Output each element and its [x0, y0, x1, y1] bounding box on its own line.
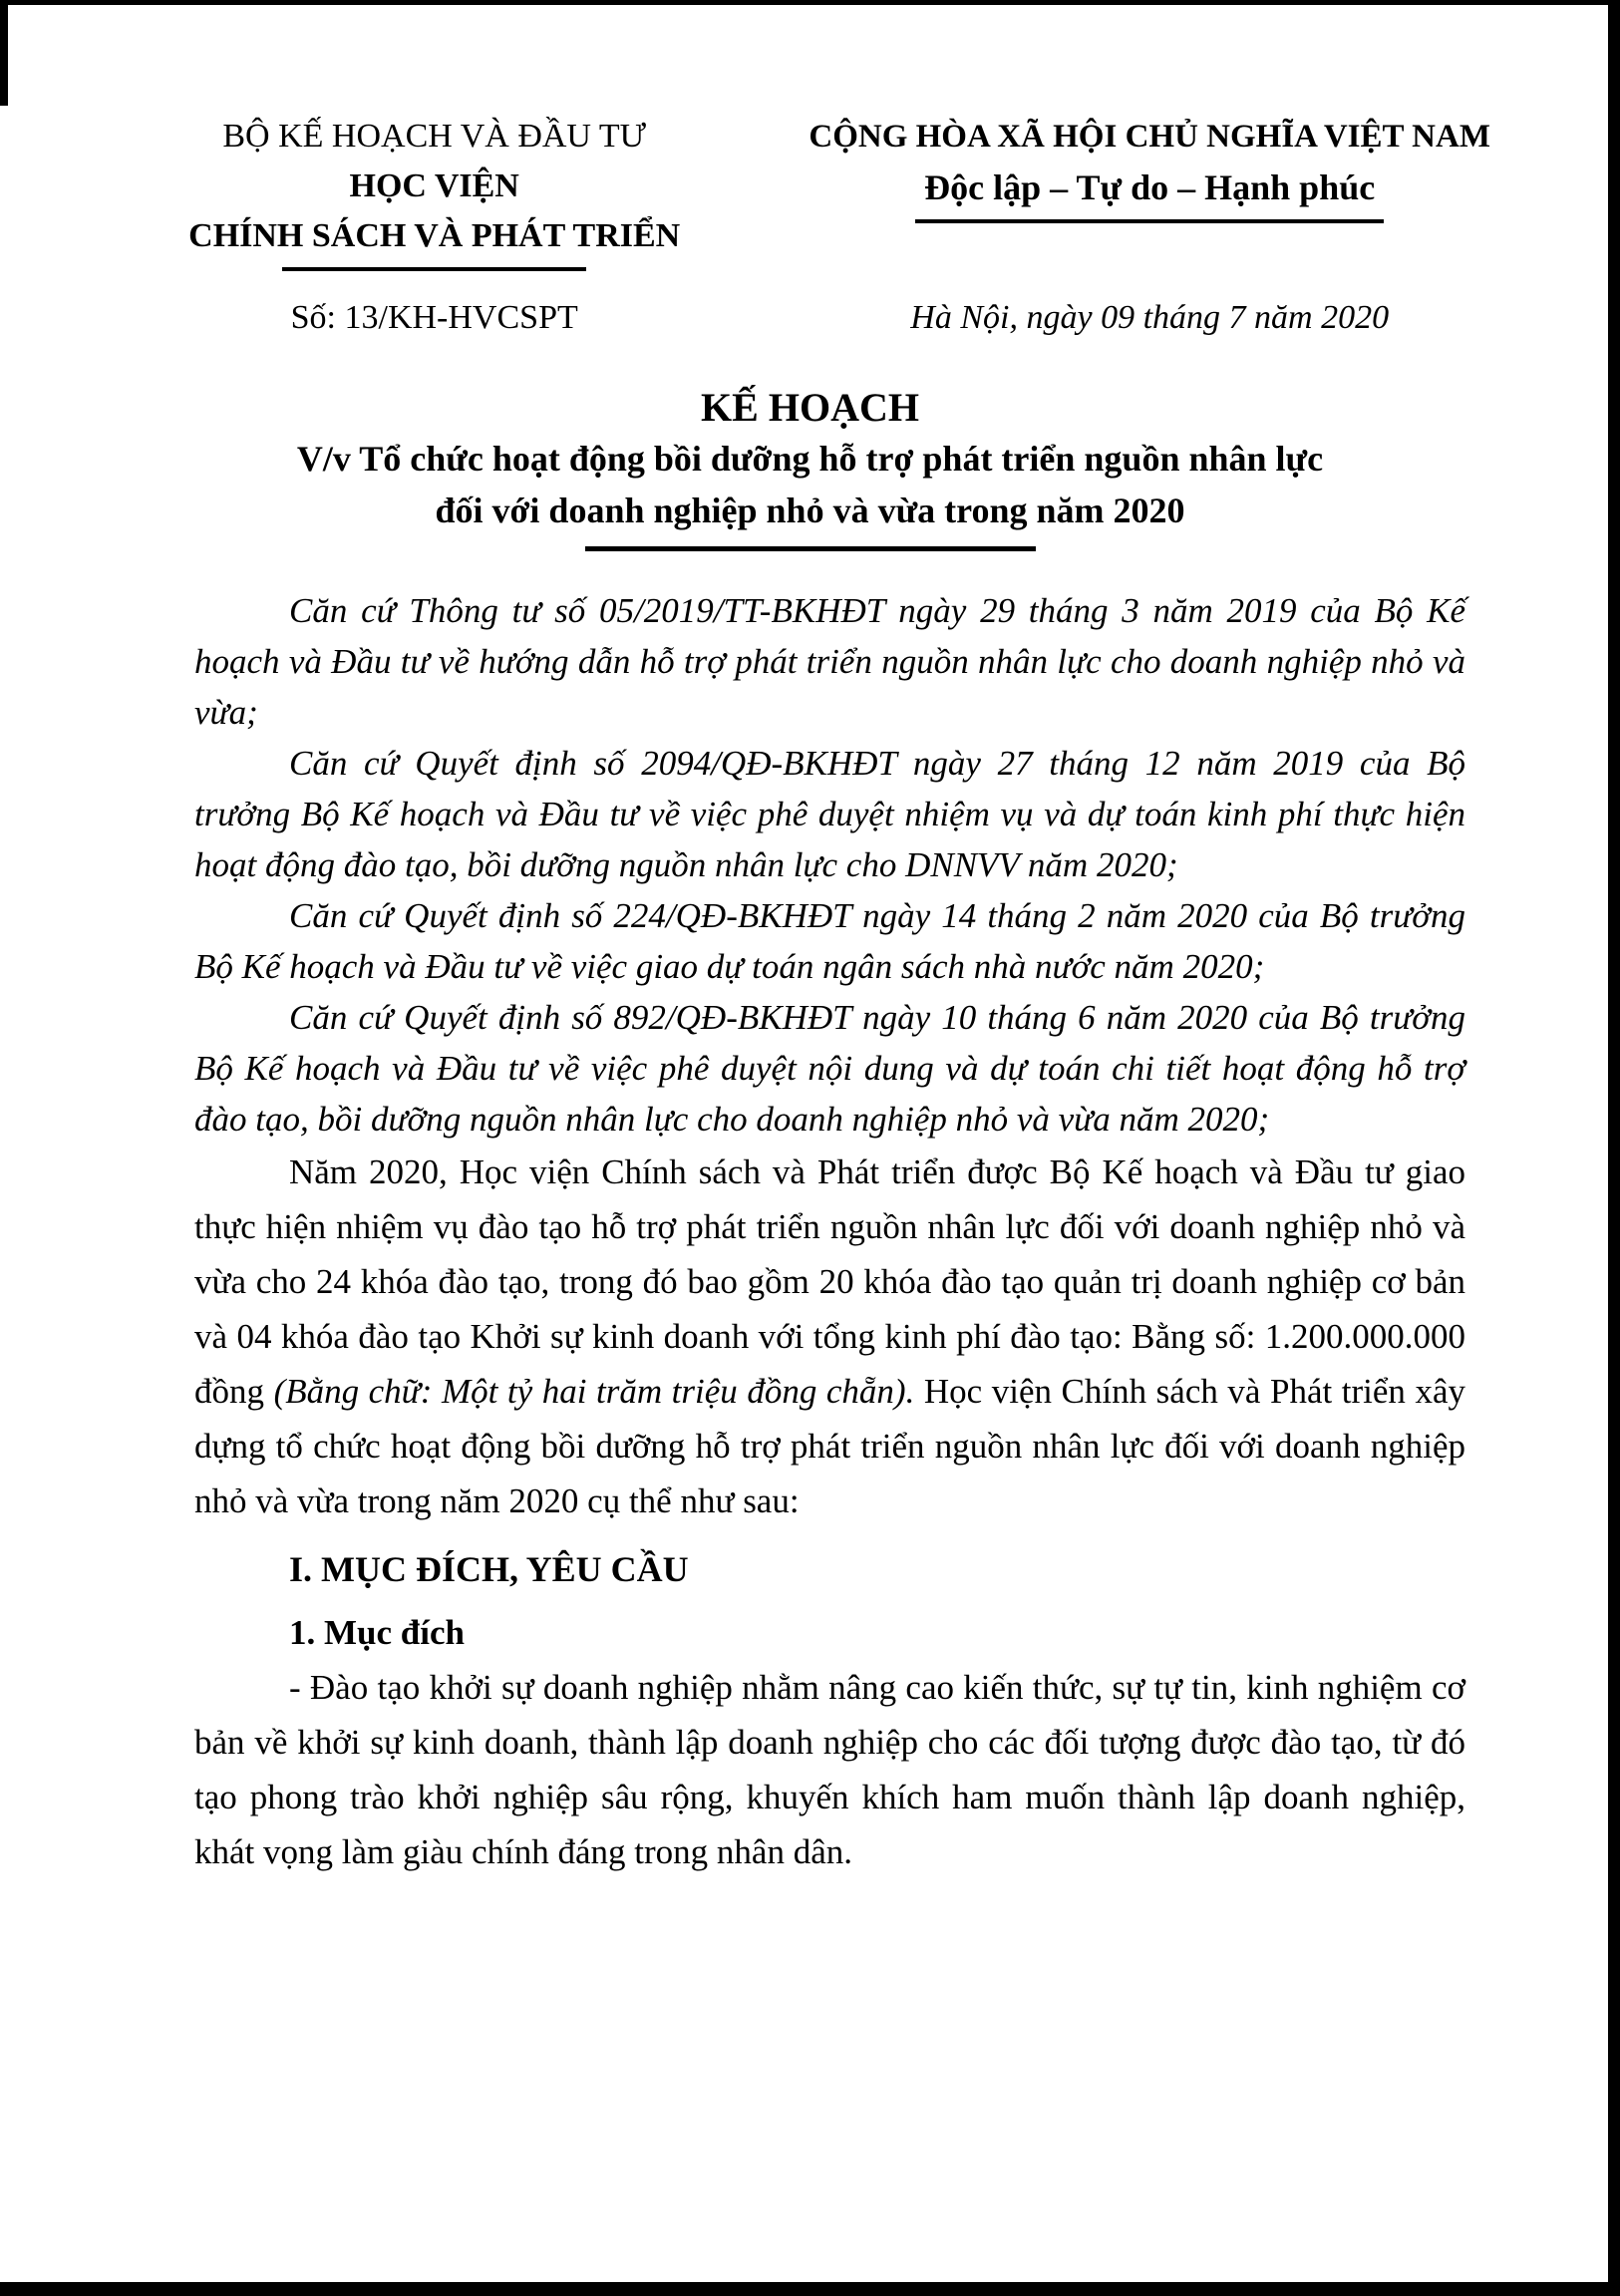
national-title: CỘNG HÒA XÃ HỘI CHỦ NGHĨA VIỆT NAM	[809, 119, 1490, 155]
document-header-row2	[0, 299, 1620, 337]
intro-amount-in-words: (Bằng chữ: Một tỷ hai trăm triệu đồng chẵn).	[273, 1372, 915, 1411]
citation-paragraph: Căn cứ Quyết định số 224/QĐ-BKHĐT ngày 14 tháng 2 năm 2020 của Bộ trưởng Bộ Kế hoạch và Đầu tư về việc giao dự toán ngân sách nhà nước năm 2020;	[194, 896, 1465, 986]
intro-paragraph	[194, 1145, 1465, 1528]
document-body	[0, 585, 1620, 1879]
national-header-block	[749, 112, 1550, 271]
place-and-date: Hà Nội, ngày 09 tháng 7 năm 2020	[910, 299, 1390, 336]
agency-underline	[282, 267, 586, 271]
parent-agency-name: BỘ KẾ HOẠCH VÀ ĐẦU TƯ	[222, 118, 647, 155]
document-subject-line2: đối với doanh nghiệp nhỏ và vừa trong năm 2020	[435, 491, 1185, 530]
motto-underline	[915, 219, 1384, 223]
scan-edge-bottom	[0, 2282, 1620, 2296]
document-title-block	[0, 383, 1620, 551]
document-header	[0, 112, 1620, 271]
document-title: KẾ HOẠCH	[701, 385, 919, 430]
document-number: Số: 13/KH-HVCSPT	[290, 299, 578, 336]
national-motto: Độc lập – Tự do – Hạnh phúc	[924, 167, 1376, 207]
citation-paragraph: Căn cứ Quyết định số 892/QĐ-BKHĐT ngày 10 tháng 6 năm 2020 của Bộ trưởng Bộ Kế hoạch và Đầu tư về việc phê duyệt nội dung và dự toán chi tiết hoạt động hỗ trợ đào tạo, bồi dưỡng nguồn nhân lực cho doanh nghiệp nhỏ và vừa năm 2020;	[194, 998, 1465, 1139]
citation-paragraph: Căn cứ Thông tư số 05/2019/TT-BKHĐT ngày 29 tháng 3 năm 2019 của Bộ Kế hoạch và Đầu tư về hướng dẫn hỗ trợ phát triển nguồn nhân lực cho doanh nghiệp nhỏ và vừa;	[194, 591, 1465, 732]
issuing-agency-block	[120, 112, 749, 271]
section-subheading: 1. Mục đích	[289, 1613, 465, 1652]
agency-name-line1: HỌC VIỆN	[349, 167, 519, 204]
agency-name-line2: CHÍNH SÁCH VÀ PHÁT TRIỂN	[188, 217, 681, 254]
document-subject-line1: V/v Tổ chức hoạt động bồi dưỡng hỗ trợ phát triển nguồn nhân lực	[296, 439, 1324, 479]
purpose-paragraph: - Đào tạo khởi sự doanh nghiệp nhằm nâng cao kiến thức, sự tự tin, kinh nghiệm cơ bản về khởi sự kinh doanh, thành lập doanh nghiệp cho các đối tượng được đào tạo, từ đó tạo phong trào khởi nghiệp sâu rộng, khuyến khích ham muốn thành lập doanh nghiệp, khát vọng làm giàu chính đáng trong nhân dân.	[194, 1668, 1465, 1871]
intro-text-part3: Học viện Chính sách và Phát triển xây dựng tổ chức hoạt động bồi dưỡng hỗ trợ phát triển nguồn nhân lực đối với doanh nghiệp nhỏ và vừa trong năm 2020 cụ thể như sau:	[194, 1372, 1466, 1520]
intro-text-part1: Năm 2020, Học viện Chính sách và Phát triển được Bộ Kế hoạch và Đầu tư giao thực hiện nhiệm vụ đào tạo hỗ trợ phát triển nguồn nhân lực đối với doanh nghiệp nhỏ và vừa cho 24 khóa đào tạo, trong đó bao gồm 20 khóa đào tạo quản trị doanh nghiệp cơ bản và 04 khóa đào tạo Khởi sự kinh doanh với tổng kinh phí đào tạo: Bằng số: 1.200.000.000 đồng	[194, 1152, 1465, 1411]
title-underline	[585, 546, 1036, 551]
section-heading: I. MỤC ĐÍCH, YÊU CẦU	[289, 1549, 689, 1589]
citation-paragraph: Căn cứ Quyết định số 2094/QĐ-BKHĐT ngày 27 tháng 12 năm 2019 của Bộ trưởng Bộ Kế hoạch và Đầu tư về việc phê duyệt nhiệm vụ và dự toán kinh phí thực hiện hoạt động đào tạo, bồi dưỡng nguồn nhân lực cho DNNVV năm 2020;	[194, 744, 1465, 884]
